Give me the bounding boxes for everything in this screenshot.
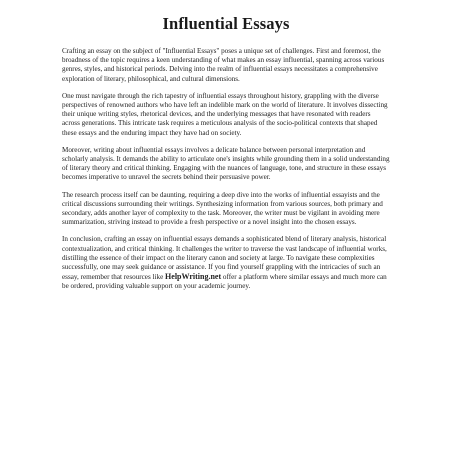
conclusion-text-after: offer a platform where similar essays and much more can be ordered, providing valuable support on your academic journey. [62, 273, 387, 291]
paragraph-3: Moreover, writing about influential essays involves a delicate balance between personal interpretation and scholarly analysis. It demands the ability to articulate one's insights while grounding them in a solid understanding of literary theory and critical thinking. Engaging with the nuances of language, tone, and structure in these essays becomes imperative to unravel the secrets behind their persuasive power. [62, 145, 390, 182]
conclusion-text-before: In conclusion, crafting an essay on influential essays demands a sophisticated blend of literary analysis, historical contextualization, and critical thinking. It challenges the writer to traverse the vast landscape of influential works, distilling the essence of their impact on the literary canon and society at large. To navigate these complexities successfully, one may seek guidance or assistance. If you find yourself grappling with the intricacies of such an essay, remember that resources like [62, 235, 387, 282]
paragraph-4: The research process itself can be daunting, requiring a deep dive into the works of influential essayists and the critical discussions surrounding their writings. Synthesizing information from various sources, both primary and secondary, adds another layer of complexity to the task. Moreover, the writer must be vigilant in avoiding mere summarization, striving instead to provide a fresh perspective or a novel insight into the chosen essays. [62, 190, 383, 227]
paragraph-conclusion [62, 235, 390, 291]
paragraph-2: One must navigate through the rich tapestry of influential essays throughout history, grappling with the diverse perspectives of renowned authors who have left an indelible mark on the world of literature. It involves dissecting their unique writing styles, rhetorical devices, and the underlying messages that have resonated with readers across generations. This intricate task requires a meticulous analysis of the socio-political contexts that shaped these essays and the enduring impact they have had on society. [62, 91, 388, 137]
paragraph-1: Crafting an essay on the subject of "Influential Essays" poses a unique set of challenges. First and foremost, the broadness of the topic requires a keen understanding of what makes an essay influential, spanning across various genres, styles, and historical periods. Delving into the realm of influential essays necessitates a comprehensive exploration of literary, philosophical, and cultural dimensions. [62, 47, 385, 83]
helpwriting-brand: HelpWriting.net [165, 272, 222, 282]
page-title: Influential Essays [162, 14, 290, 33]
